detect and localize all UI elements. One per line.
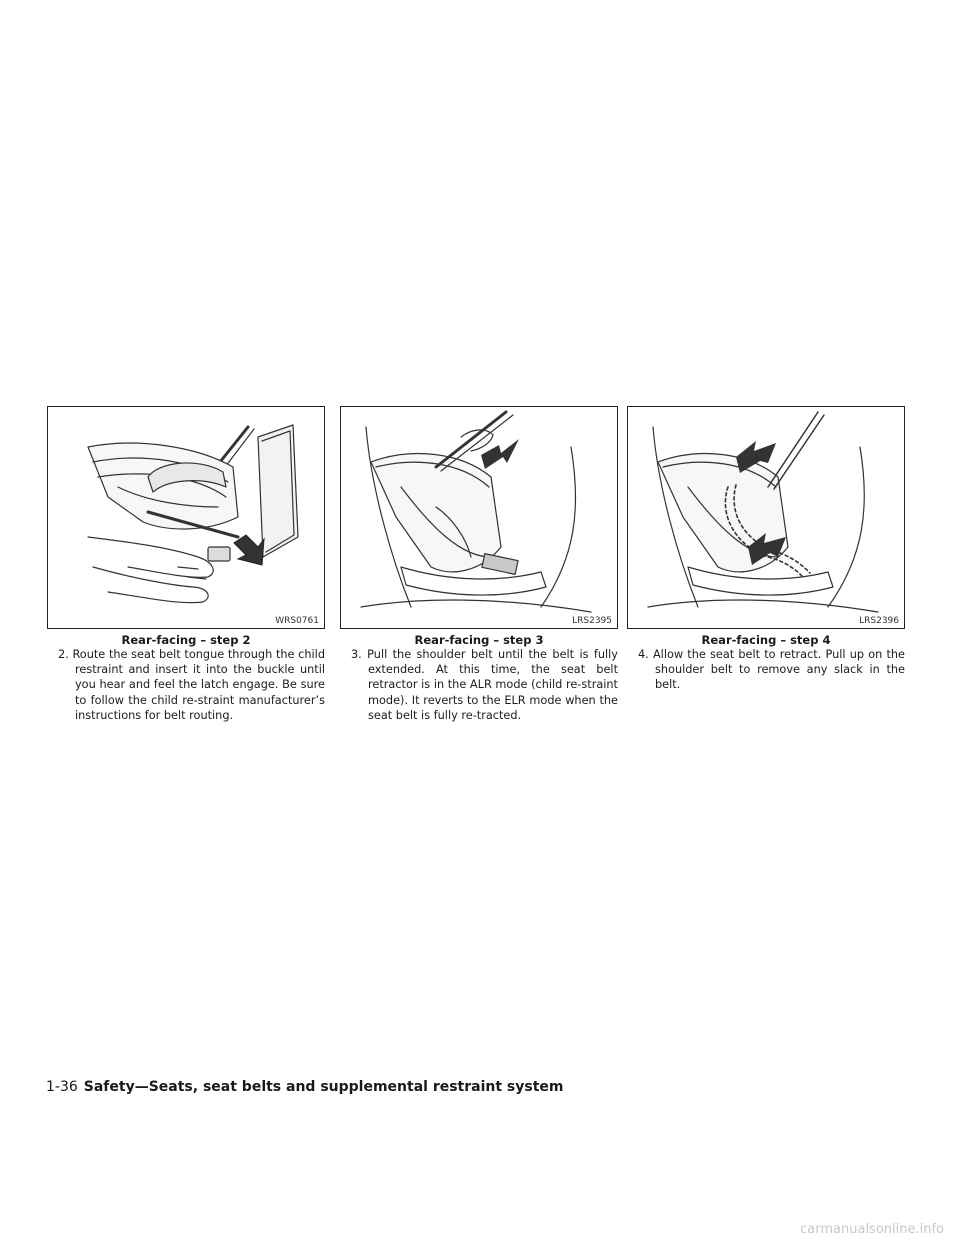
figure-code: WRS0761 (275, 616, 319, 626)
watermark: carmanualsonline.info (800, 1222, 944, 1237)
step-text: 4. Allow the seat belt to retract. Pull up on the shoulder belt to remove any slack in the belt. (638, 648, 905, 692)
step-text: 2. Route the seat belt tongue through the child restraint and insert it into the buckle until you hear and feel the latch engage. Be sure to follow the child re-straint manufacturer’s instructions for belt routing. (58, 648, 325, 722)
illustration-retract-belt (628, 407, 904, 628)
step-text: 3. Pull the shoulder belt until the belt is fully extended. At this time, the seat belt retractor is in the ALR mode (child re-straint mode). It reverts to the ELR mode when the seat belt is fully re-tracted. (351, 648, 618, 722)
section-title: Safety—Seats, seat belts and supplemental restraint system (83, 1079, 564, 1095)
figure-caption: Rear-facing – step 4 (701, 633, 831, 647)
column-step-3 (340, 406, 618, 723)
arrow-down-icon (234, 535, 264, 565)
figure-step-3 (340, 406, 618, 629)
column-step-4 (627, 406, 905, 693)
illustration-pull-shoulder-belt (341, 407, 617, 628)
figure-code: LRS2396 (859, 616, 899, 626)
page-footer (46, 1079, 564, 1095)
figure-caption: Rear-facing – step 3 (414, 633, 544, 647)
column-step-2 (47, 406, 325, 723)
figure-code: LRS2395 (572, 616, 612, 626)
figure-step-4 (627, 406, 905, 629)
figure-caption: Rear-facing – step 2 (121, 633, 251, 647)
illustration-seat-belt-tongue (48, 407, 324, 628)
page-number: 1-36 (46, 1079, 78, 1095)
figure-step-2 (47, 406, 325, 629)
